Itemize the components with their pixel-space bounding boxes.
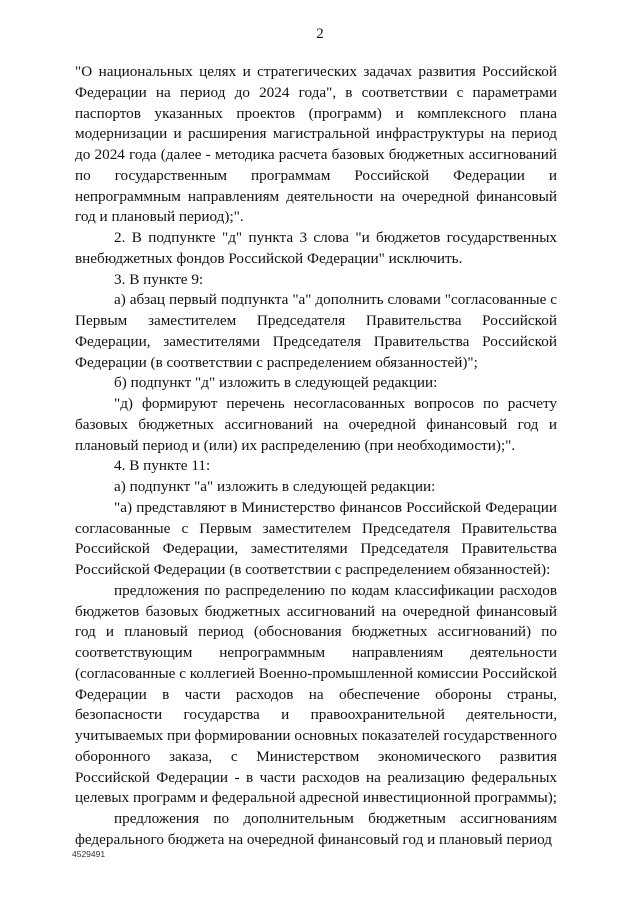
paragraph: "а) представляют в Министерство финансов Российской Федерации согласованные с Первым заместителем Председателя Правительства Российской Федерации, заместителями Председателя Правительства Российской Федерации (в соответствии с распределением обязанностей): — [75, 498, 557, 578]
paragraph: 3. В пункте 9: — [114, 270, 204, 288]
paragraph: предложения по распределению по кодам классификации расходов бюджетов базовых бюджетных ассигнований на очередной финансовый год и плановый период (обоснования бюджетных ассигнований) по соответствующим непрограммным направлениям деятельности (согласованные с коллегией Военно-промышленной комиссии Российской Федерации в части расходов на обеспечение обороны страны, безопасности государства и правоохранительной деятельности, учитываемых при формировании основных показателей государственного оборонного заказа, с Министерством экономического развития Российской Федерации - в части расходов на реализацию федеральных целевых программ и федеральной адресной инвестиционной программы); — [75, 581, 557, 807]
paragraph: предложения по дополнительным бюджетным ассигнованиям федерального бюджета на очередной финансовый год и плановый период — [75, 810, 557, 848]
paragraph: 4. В пункте 11: — [114, 457, 211, 475]
document-id: 4529491 — [72, 849, 106, 859]
paragraph: а) абзац первый подпункта "а" дополнить словами "согласованные с Первым заместителем Председателя Правительства Российской Федерации, заместителями Председателя Правительства Российской Федерации (в соответствии с распределением обязанностей)"; — [75, 291, 557, 371]
paragraph: 2. В подпункте "д" пункта 3 слова "и бюджетов государственных внебюджетных фондов Российской Федерации" исключить. — [75, 229, 557, 267]
paragraph: б) подпункт "д" изложить в следующей редакции: — [114, 374, 438, 392]
page-number: 2 — [316, 26, 324, 42]
paragraph: "д) формируют перечень несогласованных вопросов по расчету базовых бюджетных ассигнований на очередной финансовый год и плановый период и (или) их распределению (при необходимости);". — [75, 395, 557, 454]
paragraph: "О национальных целях и стратегических задачах развития Российской Федерации на период до 2024 года", в соответствии с параметрами паспортов указанных проектов (программ) и комплексного плана модернизации и расширения магистральной инфраструктуры на период до 2024 года (далее - методика расчета базовых бюджетных ассигнований по государственным программам Российской Федерации и непрограммным направлениям деятельности на очередной финансовый год и плановый период);". — [75, 63, 557, 226]
document-body — [75, 62, 557, 851]
paragraph: а) подпункт "а" изложить в следующей редакции: — [114, 478, 436, 495]
